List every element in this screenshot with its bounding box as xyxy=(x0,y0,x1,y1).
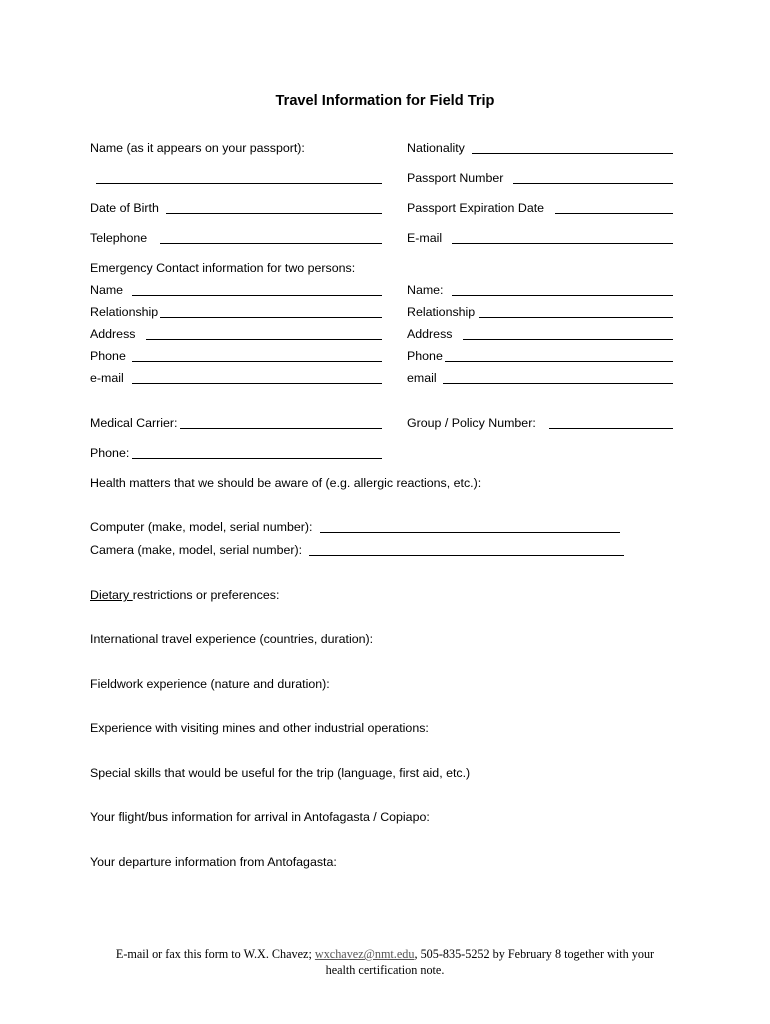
telephone-label: Telephone xyxy=(90,231,148,245)
emergency1-relationship-label: Relationship xyxy=(90,305,159,319)
emergency2-name-label: Name: xyxy=(407,283,444,297)
camera-field[interactable] xyxy=(309,555,624,556)
footer-post: , 505-835-5252 by February 8 together with your xyxy=(414,947,655,961)
skills-question: Special skills that would be useful for the trip (language, first aid, etc.) xyxy=(90,766,471,780)
health-question: Health matters that we should be aware of (e.g. allergic reactions, etc.): xyxy=(90,476,482,490)
intl-travel-question: International travel experience (countries, duration): xyxy=(90,632,374,646)
emergency2-email-label: email xyxy=(407,371,437,385)
footer-pre: E-mail or fax this form to W.X. Chavez; xyxy=(115,947,315,961)
email-label: E-mail xyxy=(407,231,443,245)
emergency2-relationship-label: Relationship xyxy=(407,305,476,319)
emergency2-phone-field[interactable] xyxy=(445,361,673,362)
dietary-word: Dietary xyxy=(90,588,133,602)
passport-number-field[interactable] xyxy=(513,183,673,184)
medical-phone-field[interactable] xyxy=(132,458,382,459)
medical-carrier-label: Medical Carrier: xyxy=(90,416,178,430)
emergency2-address-label: Address xyxy=(407,327,453,341)
dietary-question xyxy=(90,588,279,602)
passport-number-label: Passport Number xyxy=(407,171,504,185)
emergency1-phone-field[interactable] xyxy=(132,361,382,362)
footer-note xyxy=(60,947,710,978)
fieldwork-question: Fieldwork experience (nature and duration): xyxy=(90,677,330,691)
emergency2-email-field[interactable] xyxy=(443,383,673,384)
passport-expiration-field[interactable] xyxy=(555,213,673,214)
camera-label: Camera (make, model, serial number): xyxy=(90,543,303,557)
passport-expiration-label: Passport Expiration Date xyxy=(407,201,545,215)
emergency2-phone-label: Phone xyxy=(407,349,443,363)
emergency-heading: Emergency Contact information for two persons: xyxy=(90,261,356,275)
mines-question: Experience with visiting mines and other industrial operations: xyxy=(90,721,429,735)
nationality-label: Nationality xyxy=(407,141,465,155)
medical-phone-label: Phone: xyxy=(90,446,130,460)
policy-number-label: Group / Policy Number: xyxy=(407,416,536,430)
policy-number-field[interactable] xyxy=(549,428,673,429)
dietary-rest: restrictions or preferences: xyxy=(132,588,280,602)
date-of-birth-field[interactable] xyxy=(166,213,382,214)
telephone-field[interactable] xyxy=(160,243,382,244)
emergency2-address-field[interactable] xyxy=(463,339,673,340)
email-field[interactable] xyxy=(452,243,673,244)
departure-question: Your departure information from Antofagasta: xyxy=(90,855,337,869)
emergency1-relationship-field[interactable] xyxy=(160,317,382,318)
computer-label: Computer (make, model, serial number): xyxy=(90,520,313,534)
footer-email-link[interactable]: wxchavez@nmt.edu xyxy=(314,947,415,961)
date-of-birth-label: Date of Birth xyxy=(90,201,159,215)
arrival-question: Your flight/bus information for arrival in Antofagasta / Copiapo: xyxy=(90,810,430,824)
emergency2-name-field[interactable] xyxy=(452,295,673,296)
emergency1-phone-label: Phone xyxy=(90,349,126,363)
name-passport-field[interactable] xyxy=(96,183,382,184)
emergency1-email-label: e-mail xyxy=(90,371,124,385)
medical-carrier-field[interactable] xyxy=(180,428,382,429)
emergency1-name-label: Name xyxy=(90,283,124,297)
nationality-field[interactable] xyxy=(472,153,673,154)
emergency1-email-field[interactable] xyxy=(132,383,382,384)
name-passport-label: Name (as it appears on your passport): xyxy=(90,141,305,155)
computer-field[interactable] xyxy=(320,532,620,533)
footer-line2: health certification note. xyxy=(325,962,445,977)
emergency1-address-field[interactable] xyxy=(146,339,382,340)
emergency1-address-label: Address xyxy=(90,327,136,341)
emergency1-name-field[interactable] xyxy=(132,295,382,296)
page-title: Travel Information for Field Trip xyxy=(275,93,495,109)
emergency2-relationship-field[interactable] xyxy=(479,317,673,318)
